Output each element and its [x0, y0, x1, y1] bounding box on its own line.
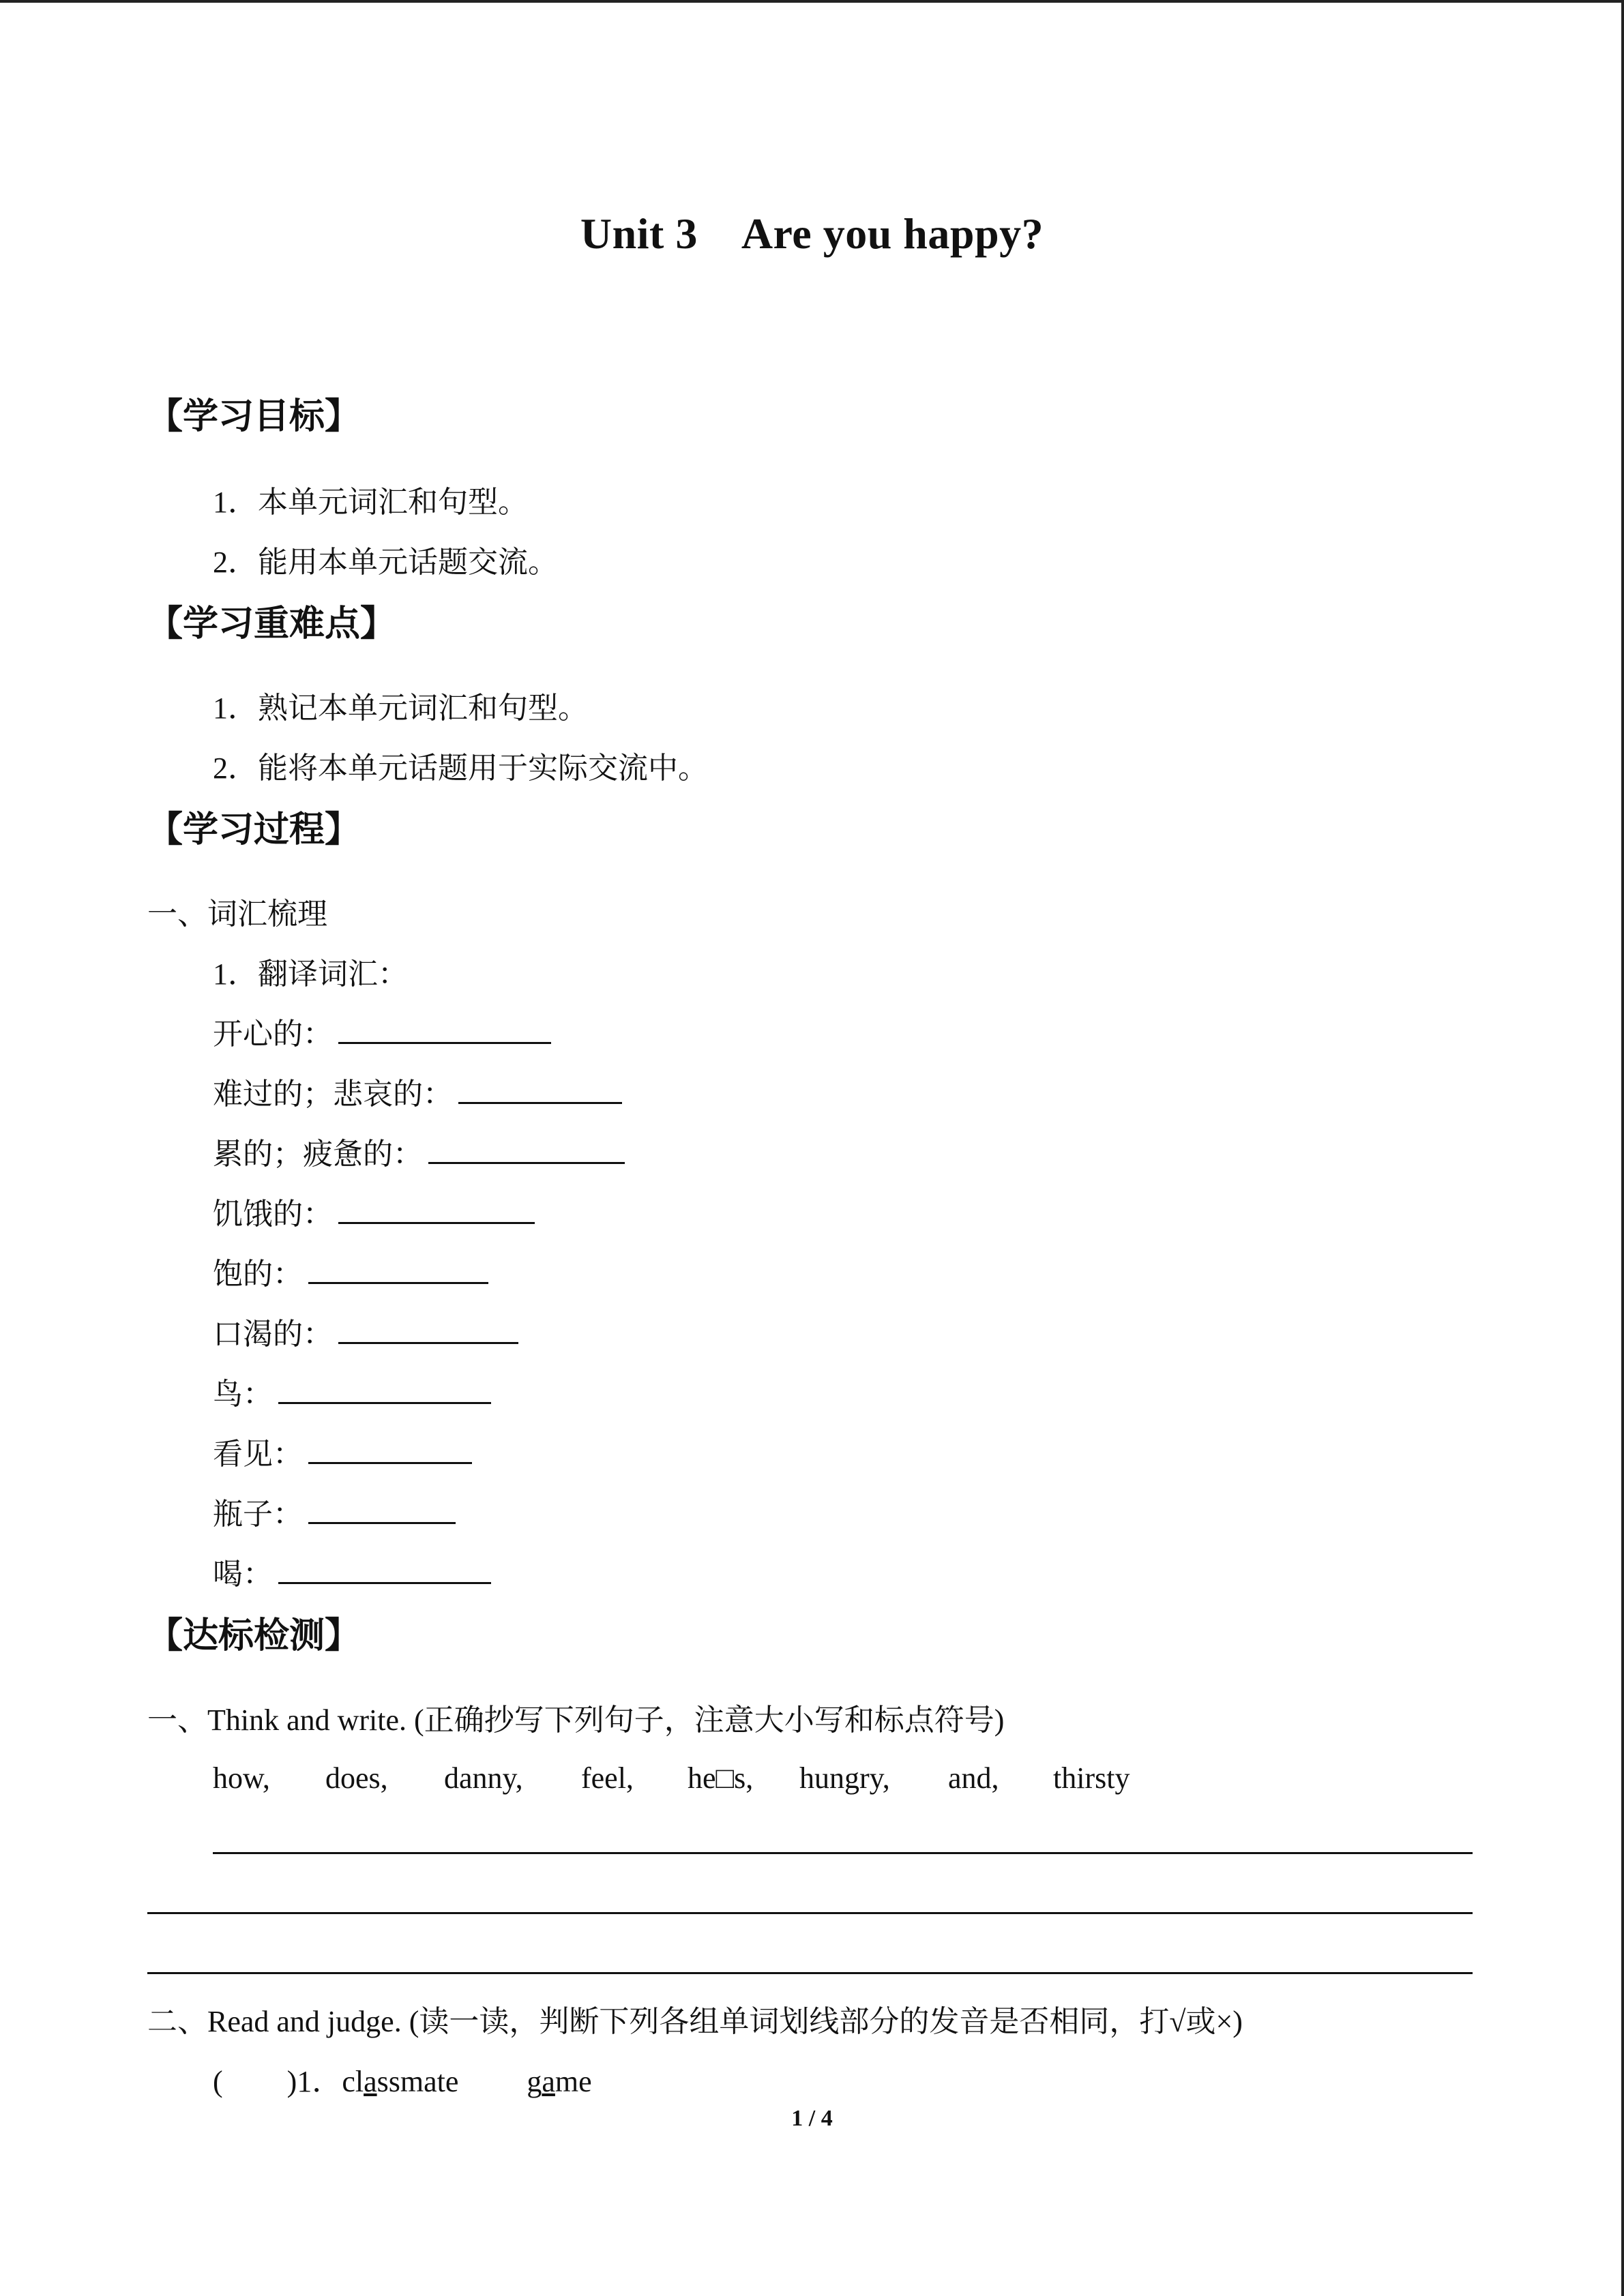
answer-blank[interactable] — [278, 1375, 491, 1404]
page-title: Unit 3 Are you happy? — [580, 209, 1044, 258]
goal-item-1: 1．本单元词汇和句型。 — [213, 486, 528, 519]
q1-word: and, — [948, 1761, 999, 1795]
word-2: game — [527, 2065, 592, 2098]
key-point-item-2: 2．能将本单元话题用于实际交流中。 — [213, 751, 708, 785]
key-point-item-1: 1．熟记本单元词汇和句型。 — [213, 691, 588, 725]
word-1: classmate — [342, 2065, 459, 2098]
vocab-label: 难过的；悲哀的： — [213, 1077, 453, 1111]
test-heading: 【达标检测】 — [147, 1615, 361, 1656]
page-border-top — [0, 0, 1624, 3]
q1-word: does, — [325, 1761, 388, 1795]
q1-word: danny, — [444, 1761, 523, 1795]
answer-paren-close: ) — [286, 2065, 297, 2098]
key-points-heading: 【学习重难点】 — [147, 603, 396, 644]
goals-heading: 【学习目标】 — [147, 396, 361, 437]
vocab-row — [213, 1249, 488, 1293]
q1-word: thirsty — [1053, 1761, 1130, 1795]
goal-item-2: 2．能用本单元话题交流。 — [213, 546, 558, 579]
answer-paren-open: ( — [213, 2065, 223, 2098]
process-heading: 【学习过程】 — [147, 809, 361, 850]
vocab-task-label: 1．翻译词汇： — [213, 957, 408, 991]
vocab-row — [213, 1429, 472, 1473]
q2-item-1 — [213, 2057, 592, 2100]
vocab-label: 饥饿的： — [213, 1197, 333, 1231]
item-number: 1． — [297, 2065, 342, 2098]
answer-blank[interactable] — [308, 1495, 456, 1524]
vocab-label: 喝： — [213, 1557, 273, 1591]
q1-word: hungry, — [799, 1761, 890, 1795]
answer-blank[interactable] — [338, 1015, 551, 1044]
vocab-row — [213, 1009, 551, 1053]
answer-blank[interactable] — [338, 1315, 518, 1344]
vocab-row — [213, 1129, 625, 1173]
q2-title: 二、Read and judge. (读一读，判断下列各组单词划线部分的发音是否相同，打√或×) — [147, 2005, 1243, 2038]
q1-word: he□s, — [688, 1761, 754, 1795]
vocab-row — [213, 1189, 535, 1233]
page-number: 1 / 4 — [791, 2106, 833, 2131]
writing-line[interactable] — [147, 1912, 1473, 1914]
vocab-row — [213, 1309, 518, 1353]
vocab-label: 口渴的： — [213, 1317, 333, 1351]
q1-word: feel, — [581, 1761, 634, 1795]
answer-blank[interactable] — [428, 1135, 625, 1164]
vocab-label: 累的；疲惫的： — [213, 1137, 423, 1171]
writing-line[interactable] — [213, 1852, 1473, 1854]
writing-line[interactable] — [147, 1972, 1473, 1974]
answer-blank[interactable] — [338, 1195, 535, 1224]
vocab-row — [213, 1369, 491, 1413]
vocab-label: 鸟： — [213, 1377, 273, 1411]
vocab-row — [213, 1069, 622, 1113]
vocab-label: 瓶子： — [213, 1497, 303, 1531]
vocab-section-title: 一、词汇梳理 — [147, 897, 327, 931]
vocab-label: 看见： — [213, 1437, 303, 1471]
answer-blank[interactable] — [308, 1435, 472, 1464]
vocab-label: 饱的： — [213, 1257, 303, 1291]
vocab-row — [213, 1549, 491, 1593]
page-border-right — [1621, 0, 1624, 2296]
answer-blank[interactable] — [278, 1555, 491, 1584]
answer-blank[interactable] — [458, 1075, 622, 1104]
answer-blank[interactable] — [308, 1255, 488, 1284]
vocab-row — [213, 1489, 456, 1533]
q1-word: how, — [213, 1761, 270, 1795]
q1-title: 一、Think and write. (正确抄写下列句子，注意大小写和标点符号) — [147, 1703, 1005, 1737]
vocab-label: 开心的： — [213, 1017, 333, 1051]
